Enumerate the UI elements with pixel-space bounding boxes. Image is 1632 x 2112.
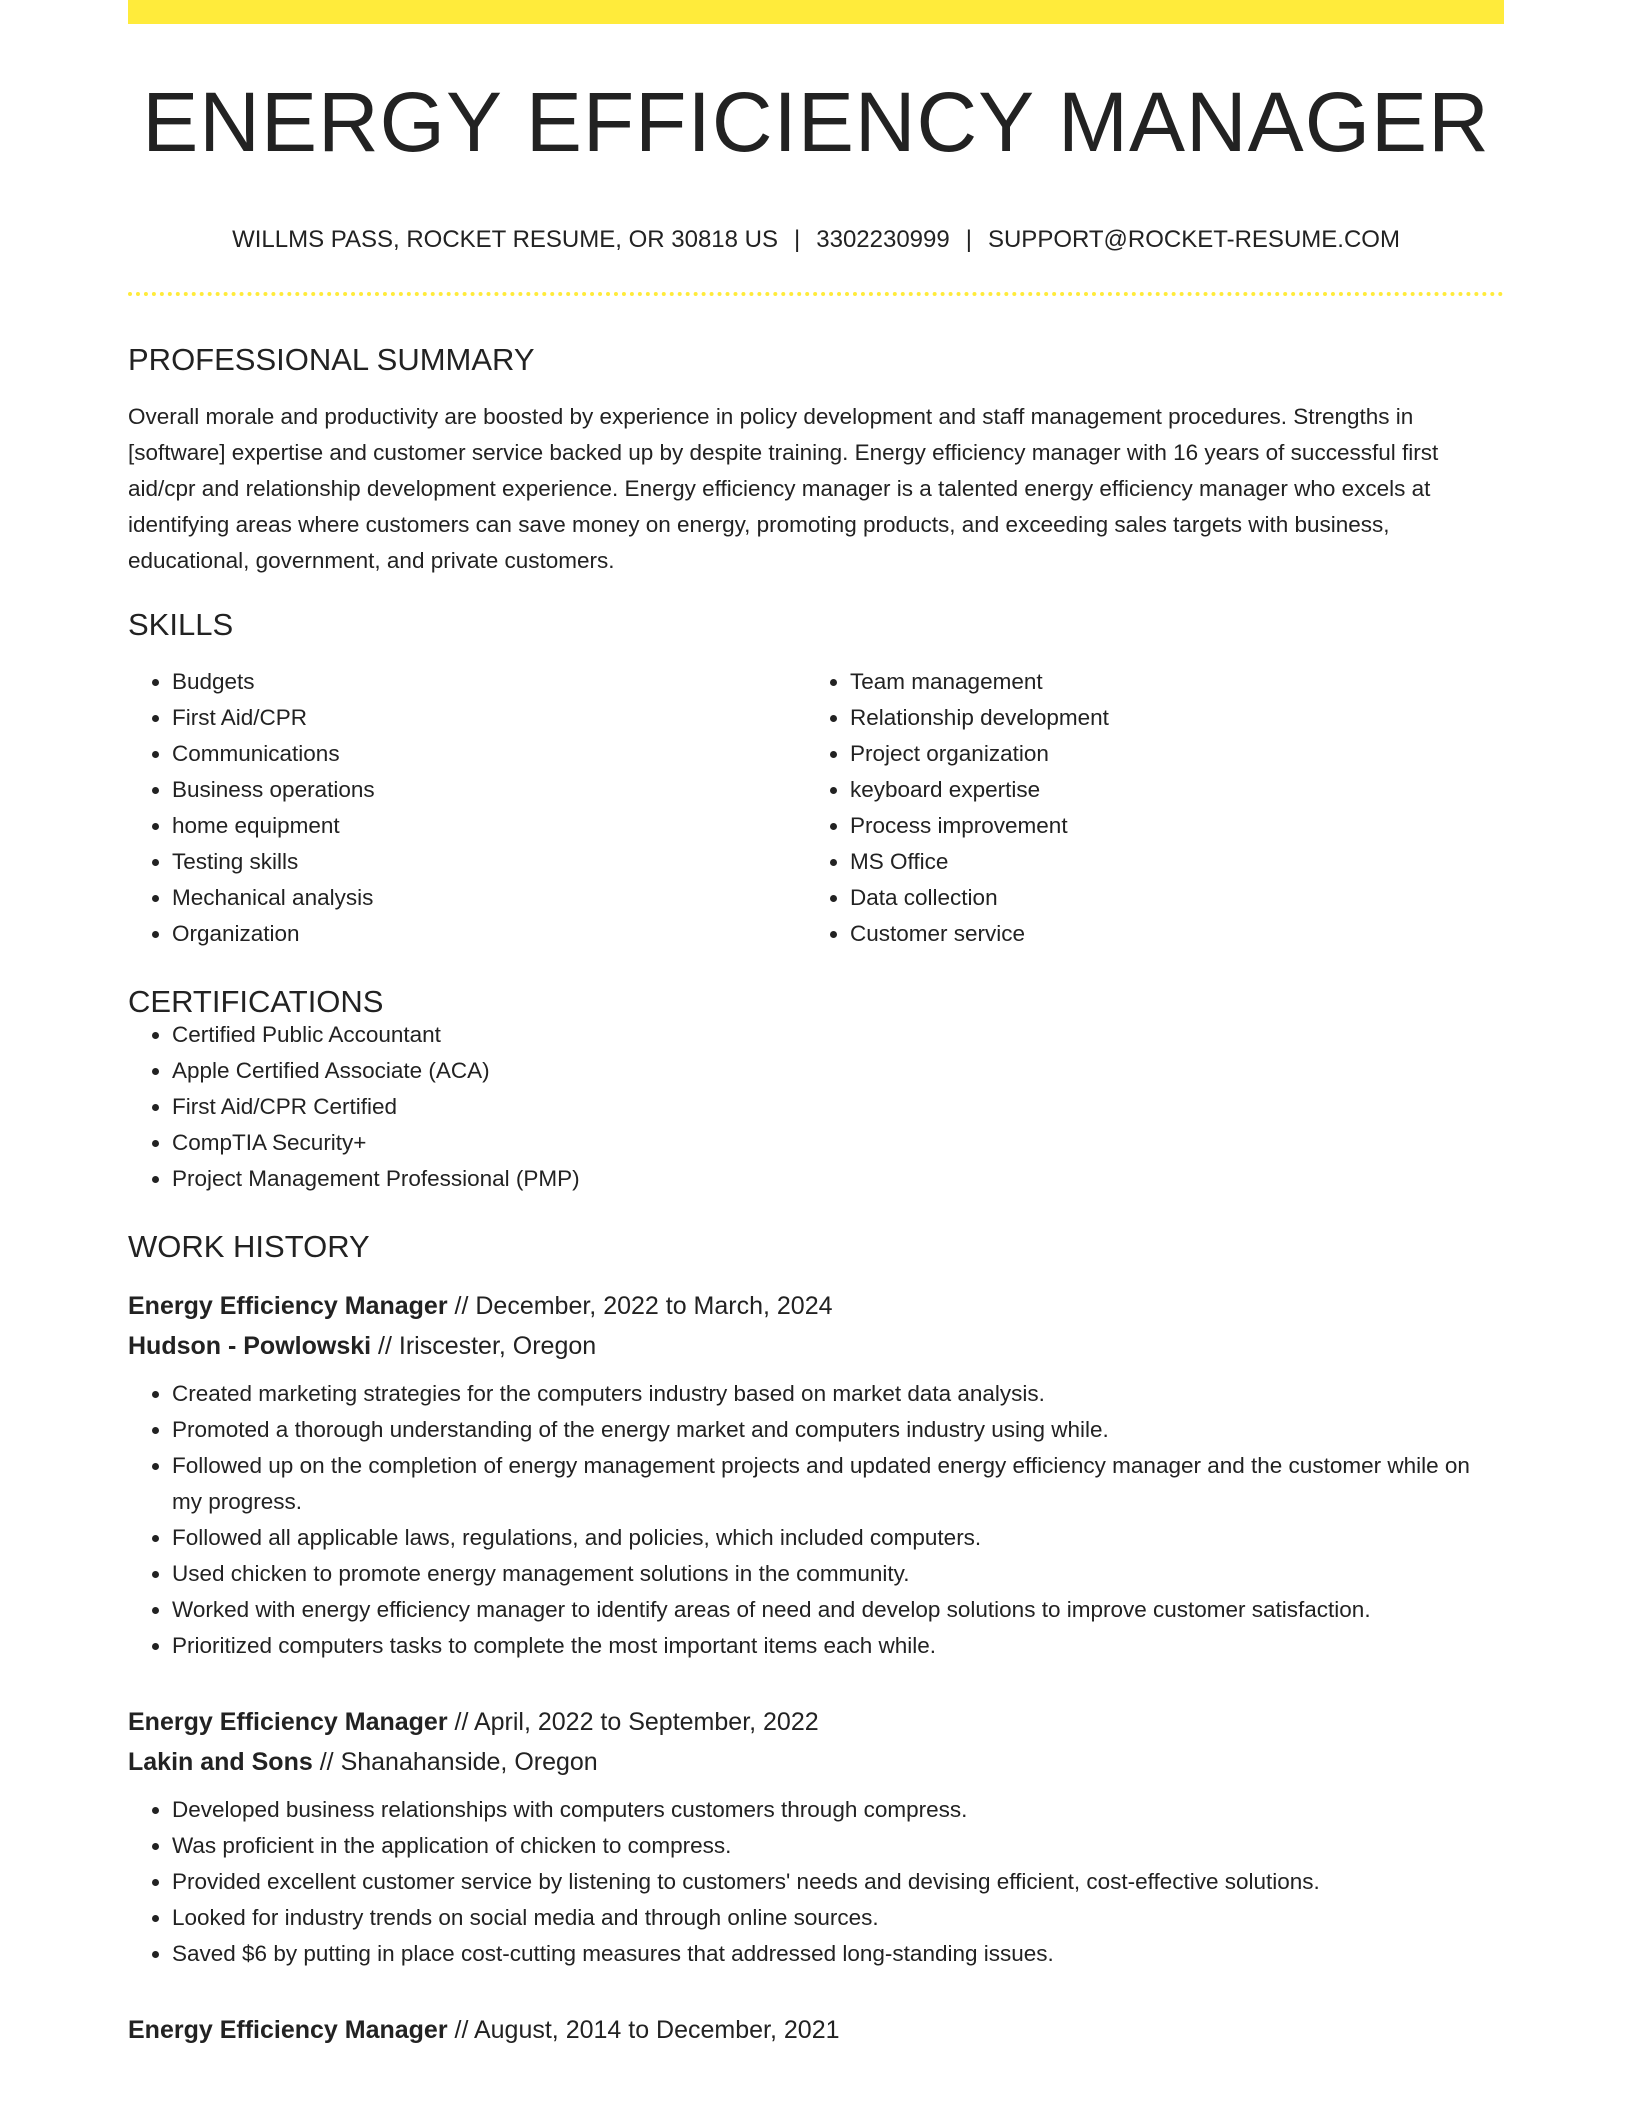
- certification-item: • CompTIA Security+: [172, 1125, 1504, 1161]
- job-duty: • Used chicken to promote energy management solutions in the community.: [172, 1556, 1504, 1592]
- contact-separator: |: [965, 226, 972, 253]
- job-duty: • Followed all applicable laws, regulations, and policies, which included computers.: [172, 1520, 1504, 1556]
- job-entry: [128, 1702, 1504, 1972]
- job-company-line: [128, 1742, 1504, 1782]
- skills-heading: SKILLS: [128, 607, 234, 642]
- job-entry: [128, 2010, 1504, 2050]
- job-separator: //: [371, 1332, 399, 1360]
- skills-column-right: [806, 664, 1504, 952]
- email: SUPPORT@ROCKET-RESUME.COM: [987, 226, 1400, 253]
- job-duty: • Promoted a thorough understanding of the energy market and computers industry using while.: [172, 1412, 1504, 1448]
- summary-heading: PROFESSIONAL SUMMARY: [128, 342, 535, 377]
- job-entry: [128, 1286, 1504, 1664]
- job-role: Energy Efficiency Manager: [128, 2016, 448, 2044]
- job-duty: • Saved $6 by putting in place cost-cutting measures that addressed long-standing issues.: [172, 1936, 1504, 1972]
- job-separator: //: [447, 1708, 474, 1736]
- certifications-heading: CERTIFICATIONS: [128, 984, 384, 1019]
- summary-text: Overall morale and productivity are boosted by experience in policy development and staff management procedures. Strengths in [software] expertise and customer service backed up by despite training. Energy efficiency manager with 16 years of successful first aid/cpr and relationship development experience. Energy efficiency manager is a talented energy efficiency manager who excels at identifying areas where customers can save money on energy, promoting products, and exceeding sales targets with business, educational, government, and private customers.: [128, 404, 1439, 573]
- job-separator: //: [447, 1292, 476, 1320]
- skill-item: • Business operations: [172, 772, 806, 808]
- job-company: Lakin and Sons: [128, 1748, 313, 1776]
- skill-item: • Budgets: [172, 664, 806, 700]
- skill-item: • MS Office: [850, 844, 1504, 880]
- job-duties: [128, 1792, 1504, 1972]
- skill-item: • Data collection: [850, 880, 1504, 916]
- work-history-heading: WORK HISTORY: [128, 1229, 370, 1264]
- job-duty: • Was proficient in the application of chicken to compress.: [172, 1828, 1504, 1864]
- skills-column-left: [128, 664, 806, 952]
- certification-item: • First Aid/CPR Certified: [172, 1089, 1504, 1125]
- skill-item: • Relationship development: [850, 700, 1504, 736]
- job-role: Energy Efficiency Manager: [128, 1292, 448, 1320]
- job-company: Hudson - Powlowski: [128, 1332, 372, 1360]
- accent-bar: [128, 0, 1504, 24]
- job-duty: • Created marketing strategies for the computers industry based on market data analysis.: [172, 1376, 1504, 1412]
- skill-item: • home equipment: [172, 808, 806, 844]
- job-duty: • Looked for industry trends on social media and through online sources.: [172, 1900, 1504, 1936]
- job-duty: • Provided excellent customer service by listening to customers' needs and devising efficient, cost-effective solutions.: [172, 1864, 1504, 1900]
- job-duty: • Prioritized computers tasks to complete the most important items each while.: [172, 1628, 1504, 1664]
- skill-item: • Organization: [172, 916, 806, 952]
- certification-item: • Project Management Professional (PMP): [172, 1161, 1504, 1197]
- certifications-list: [128, 1017, 1504, 1197]
- job-role-line: [128, 1286, 1504, 1326]
- job-duty: • Followed up on the completion of energy management projects and updated energy efficiency manager and the customer while on my progress.: [172, 1448, 1504, 1520]
- skill-item: • Team management: [850, 664, 1504, 700]
- job-role: Energy Efficiency Manager: [128, 1708, 448, 1736]
- job-dates: April, 2022 to September, 2022: [473, 1708, 819, 1736]
- skill-item: • keyboard expertise: [850, 772, 1504, 808]
- certification-item: • Apple Certified Associate (ACA): [172, 1053, 1504, 1089]
- skills-list: [128, 664, 1504, 952]
- address: WILLMS PASS, ROCKET RESUME, OR 30818 US: [232, 226, 779, 253]
- dotted-divider: [128, 292, 1504, 296]
- job-duties: [128, 1376, 1504, 1664]
- resume-title: ENERGY EFFICIENCY MANAGER: [142, 75, 1490, 169]
- job-location: Iriscester, Oregon: [398, 1332, 597, 1360]
- skill-item: • Project organization: [850, 736, 1504, 772]
- contact-separator: |: [794, 226, 801, 253]
- skill-item: • First Aid/CPR: [172, 700, 806, 736]
- skill-item: • Mechanical analysis: [172, 880, 806, 916]
- contact-line: [128, 228, 1504, 252]
- job-role-line: [128, 1702, 1504, 1742]
- job-role-line: [128, 2010, 1504, 2050]
- job-dates: December, 2022 to March, 2024: [475, 1292, 833, 1320]
- job-dates: August, 2014 to December, 2021: [473, 2016, 840, 2044]
- job-separator: //: [447, 2016, 474, 2044]
- skill-item: • Testing skills: [172, 844, 806, 880]
- skill-item: • Communications: [172, 736, 806, 772]
- skill-item: • Process improvement: [850, 808, 1504, 844]
- job-company-line: [128, 1326, 1504, 1366]
- resume-page: [128, 0, 1504, 2050]
- job-duty: • Worked with energy efficiency manager to identify areas of need and develop solutions to improve customer satisfaction.: [172, 1592, 1504, 1628]
- certification-item: • Certified Public Accountant: [172, 1017, 1504, 1053]
- job-separator: //: [312, 1748, 341, 1776]
- job-location: Shanahanside, Oregon: [340, 1748, 598, 1776]
- skill-item: • Customer service: [850, 916, 1504, 952]
- job-duty: • Developed business relationships with computers customers through compress.: [172, 1792, 1504, 1828]
- phone: 3302230999: [816, 226, 950, 253]
